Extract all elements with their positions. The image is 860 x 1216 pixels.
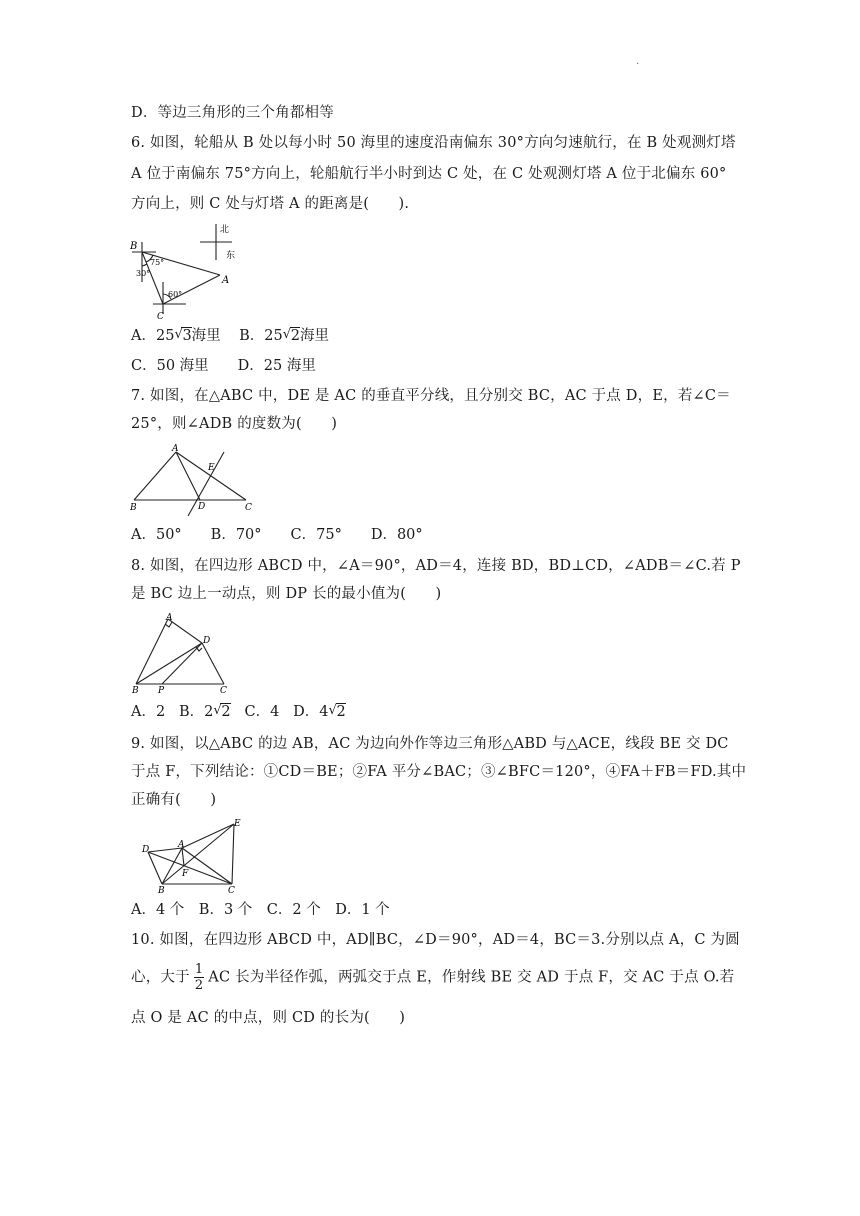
fig7-label-b: B (130, 503, 137, 513)
fig9-label-a: A (178, 840, 185, 850)
fig6-label-b: B (130, 241, 138, 252)
q6-options-row2: C．50 海里 D．25 海里 (131, 358, 316, 374)
fig9-label-f: F (182, 869, 189, 879)
q9-text-line3: 正确有( ) (131, 792, 217, 808)
fig6-east-label: 东 (226, 251, 236, 261)
fig6-angle-30: 30° (136, 269, 151, 278)
q9-text-line2: 于点 F，下列结论：①CD＝BE；②FA 平分∠BAC；③∠BFC＝120°，④FA＋FB＝FD.其中 (131, 764, 747, 780)
fig6-label-a: A (222, 275, 230, 286)
fig8-label-d: D (203, 636, 211, 646)
header-mark: . (636, 56, 640, 67)
q8-text-line2: 是 BC 边上一动点，则 DP 长的最小值为( ) (131, 586, 442, 602)
fig6-label-c: C (157, 312, 164, 322)
q6-options-row1: A．25√ 3海里 B．25√ 2海里 (131, 326, 329, 346)
fig8-label-a: A (166, 613, 173, 623)
fig6-angle-75: 75° (150, 258, 165, 267)
q9-figure (138, 816, 248, 894)
q10-text-line1: 10. 如图，在四边形 ABCD 中，AD∥BC，∠D＝90°，AD＝4，BC＝3.分别以点 A，C 为圆 (131, 932, 740, 948)
q8-figure (128, 611, 238, 695)
fig9-label-e: E (234, 819, 241, 829)
fraction-one-half: $\frac{1}{2}$ (194, 962, 204, 993)
q7-text-line1: 7. 如图，在△ABC 中，DE 是 AC 的垂直平分线，且分别交 BC，AC 于点 D，E，若∠C＝ (131, 388, 731, 404)
q7-text-line2: 25°，则∠ADB 的度数为( ) (131, 416, 338, 432)
q9-options: A．4 个 B．3 个 C．2 个 D．1 个 (131, 902, 390, 918)
fig6-angle-60: 60° (168, 290, 183, 299)
fig6-north-label: 北 (220, 225, 230, 235)
fig9-label-d: D (142, 845, 150, 855)
q7-options: A．50° B．70° C．75° D．80° (131, 527, 423, 543)
q8-text-line1: 8. 如图，在四边形 ABCD 中，∠A＝90°，AD＝4，连接 BD，BD⊥CD，∠ADB＝∠C.若 P (131, 558, 741, 574)
fig8-label-p: P (158, 686, 165, 695)
q6-figure (128, 222, 258, 322)
fig7-label-c: C (245, 503, 252, 513)
fig8-label-b: B (132, 686, 139, 695)
fig7-label-d: D (198, 502, 206, 512)
fig9-label-c: C (228, 886, 235, 894)
q10-text-line3: 点 O 是 AC 的中点，则 CD 的长为( ) (131, 1010, 406, 1026)
fig7-label-e: E (208, 463, 215, 473)
q6-text-line3: 方向上，则 C 处与灯塔 A 的距离是( ). (131, 196, 410, 212)
q6-text-line2: A 位于南偏东 75°方向上，轮船航行半小时到达 C 处，在 C 处观测灯塔 A 位于北偏东 60° (131, 166, 727, 182)
fig7-label-a: A (172, 444, 179, 454)
q10-text-line2: 心，大于 $\frac{1}{2}$ AC 长为半径作弧，两弧交于点 E，作射线 BE 交 AD 于点 F，交 AC 于点 O.若 (131, 962, 735, 993)
fig9-label-b: B (158, 886, 165, 894)
q5-option-d: D．等边三角形的三个角都相等 (131, 105, 334, 121)
q9-text-line1: 9. 如图，以△ABC 的边 AB，AC 为边向外作等边三角形△ABD 与△ACE，线段 BE 交 DC (131, 736, 729, 752)
q7-figure (128, 442, 258, 520)
q6-text-line1: 6. 如图，轮船从 B 处以每小时 50 海里的速度沿南偏东 30°方向匀速航行，在 B 处观测灯塔 (131, 135, 736, 151)
fig8-label-c: C (220, 686, 227, 695)
q8-options: A．2 B．2√ 2 C．4 D．4√ 2 (131, 702, 346, 722)
